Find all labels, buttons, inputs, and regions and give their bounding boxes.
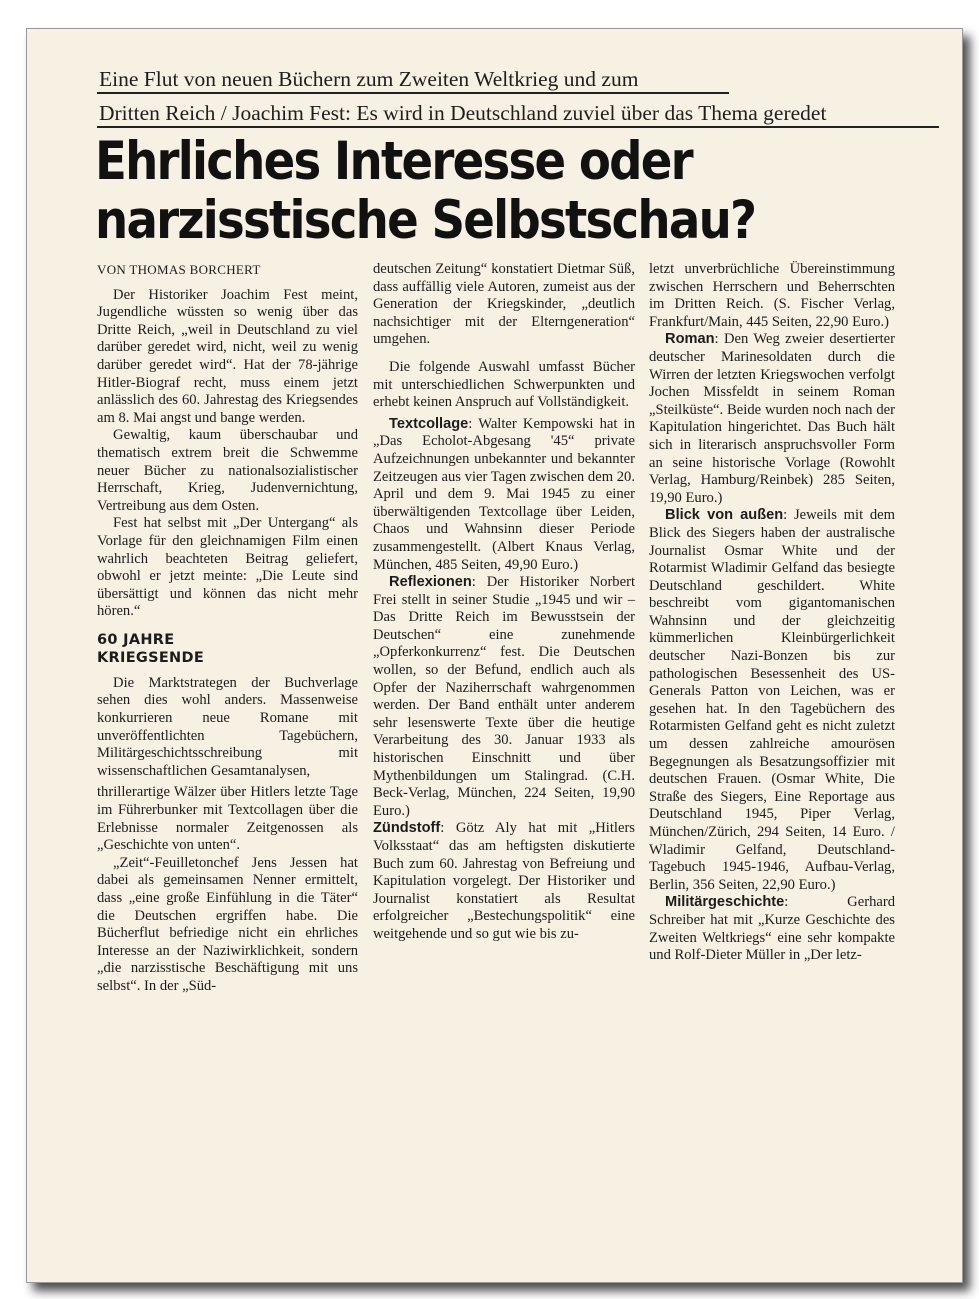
paragraph-text: : Götz Aly hat mit „Hitlers Volksstaat“ das am heftigsten diskutierte Buch zum 60. Jahrestag von Befreiung und Kapitulation vorgelegt. Der Historiker und Journalist konstatiert als Resultat erfolgreicher „Bestechungspolitik“ eine weitgehende und so gut wie bis zu- bbox=[373, 820, 635, 942]
paragraph bbox=[373, 574, 635, 820]
paragraph bbox=[373, 416, 635, 574]
paragraph bbox=[649, 507, 895, 894]
keyword: Zündstoff bbox=[373, 820, 441, 837]
newspaper-clipping bbox=[26, 28, 963, 1283]
paragraph: Fest hat selbst mit „Der Untergang“ als Vorlage für den gleichnamigen Film einen wahrlich beachteten Beitrag geliefert, obwohl er jetzt meinte: „Die Leute sind übersättigt und können das nicht mehr hören.“ bbox=[97, 515, 358, 620]
paragraph: Die Marktstrategen der Buchverlage sehen dies wohl anders. Massenweise konkurrieren neue Romane mit unveröffentlichten Tagebüchern, Militärgeschichtsschreibung mit wissenschaftlichen Gesamtanalysen, bbox=[97, 674, 358, 779]
paragraph-text: : Den Weg zweier desertierter deutscher Marinesoldaten durch die Wirren der letzten Kriegswochen verfolgt Jochen Missfeldt in seinem Roman „Steilküste“. Beide wurden noch nach der Kapitulation hingerichtet. Das Buch hält sich in literarisch anspruchsvoller Form an seine historische Vorlage (Rowohlt Verlag, Hamburg/Reinbek) 285 Seiten, 19,90 Euro.) bbox=[649, 331, 895, 506]
keyword: Militärgeschichte bbox=[665, 894, 785, 911]
paragraph-text: : Der Historiker Norbert Frei stellt in seiner Studie „1945 und wir – Das Dritte Reich im Bewusstsein der Deutschen“ eine zunehmende „Opferkonkurrenz“ fest. Die Deutschen wollen, so der Befund, endlich auch als Opfer der Naziherrschaft wahrgenommen werden. Der Band enthält unter anderem sehr lesenswerte Texte über die heutige Verarbeitung des 30. Januar 1933 als historischen Einschnitt und über Mythenbildungen um Stalingrad. (C.H. Beck-Verlag, München, 224 Seiten, 19,90 Euro.) bbox=[373, 574, 635, 819]
paragraph: „Zeit“-Feuilletonchef Jens Jessen hat dabei als gemeinsamen Nenner ermittelt, dass „eine große Einfühlung in die Täter“ die Deutschen ergriffen habe. Die Bücherflut befriedige nicht ein ehrliches Interesse an der Naziwirklichkeit, sondern „die narzisstische Beschäftigung mit uns selbst“. In der „Süd- bbox=[97, 854, 358, 994]
paragraph: deutschen Zeitung“ konstatiert Dietmar Süß, dass auffällig viele Autoren, zumeist aus der Generation der Kriegskinder, „deutlich nachsichtiger mit der Elterngeneration“ umgehen. bbox=[373, 261, 635, 348]
paragraph: Der Historiker Joachim Fest meint, Jugendliche wüssten so wenig über das Dritte Reich, „weil in Deutschland zu viel darüber geredet wird, nicht, weil zu wenig darüber geredet wird“. Hat der 78-jährige Hitler-Biograf recht, muss einem jetzt anlässlich des 60. Jahrestag des Kriegsendes am 8. Mai angst und bange werden. bbox=[97, 286, 358, 426]
paragraph bbox=[649, 894, 895, 964]
headline-line-2: narzisstische Selbstschau? bbox=[95, 190, 756, 251]
column-3 bbox=[649, 261, 895, 965]
kicker-underline-2 bbox=[97, 126, 939, 128]
paragraph: Gewaltig, kaum überschaubar und thematisch extrem breit die Schwemme neuer Bücher zu nationalsozialistischer Herrschaft, Krieg, Judenvernichtung, Vertreibung aus dem Osten. bbox=[97, 427, 358, 514]
keyword: Blick von außen bbox=[665, 507, 784, 524]
paragraph: Die folgende Auswahl umfasst Bücher mit unterschiedlichen Schwerpunkten und erhebt keinen Anspruch auf Vollständigkeit. bbox=[373, 358, 635, 411]
headline-line-1: Ehrliches Interesse oder bbox=[95, 131, 692, 192]
paragraph: thrillerartige Wälzer über Hitlers letzte Tage im Führerbunker mit Textcollagen über die Erlebnisse normaler Zeitgenossen als „Geschichte von unten“. bbox=[97, 784, 358, 854]
keyword: Roman bbox=[665, 331, 715, 348]
paragraph-text: : Jeweils mit dem Blick des Siegers haben der australische Journalist Osmar White und der Rotarmist Wladimir Gelfand das besiegte Deutschland geschildert. White beschreibt vom gigantomanischen Wahnsinn und der gleichzeitig kümmerlichen Kleinbürgerlichkeit deutscher Nazi-Bonzen bis zur pathologischen Besessenheit des US-Generals Patton von Leichen, was er gesehen hat. In den Tagebüchern des Rotarmisten Gelfand geht es nicht zuletzt um dessen zahlreiche amourösen Begegnungen als Besatzungsoffizier mit deutschen Frauen. (Osmar White, Die Straße des Siegers, Eine Reportage aus Deutschland 1945, Piper Verlag, München/Zürich, 294 Seiten, 14 Euro. / Wladimir Gelfand, Deutschland-Tagebuch 1945-1946, Aufbau-Verlag, Berlin, 356 Seiten, 22,90 Euro.) bbox=[649, 507, 895, 893]
byline: VON THOMAS BORCHERT bbox=[97, 262, 261, 277]
subheading bbox=[97, 631, 358, 667]
subheading-line-1: 60 JAHRE bbox=[97, 631, 175, 648]
paragraph-text: : Gerhard Schreiber hat mit „Kurze Geschichte des Zweiten Weltkriegs“ eine sehr kompakte und Rolf-Dieter Müller in „Der letz- bbox=[649, 894, 895, 964]
keyword: Reflexionen bbox=[389, 574, 472, 591]
kicker-line-2: Dritten Reich / Joachim Fest: Es wird in Deutschland zuviel über das Thema geredet bbox=[99, 101, 827, 125]
paragraph bbox=[649, 331, 895, 507]
column-2 bbox=[373, 261, 635, 944]
paragraph bbox=[373, 820, 635, 943]
subheading-line-2: KRIEGSENDE bbox=[97, 649, 205, 666]
column-1 bbox=[97, 261, 358, 996]
paragraph: letzt unverbrüchliche Übereinstimmung zwischen Herrschern und Beherrschten im Dritten Reich. (S. Fischer Verlag, Frankfurt/Main, 445 Seiten, 22,90 Euro.) bbox=[649, 261, 895, 330]
kicker-line-1: Eine Flut von neuen Büchern zum Zweiten Weltkrieg und zum bbox=[99, 67, 639, 91]
paragraph-text: : Walter Kempowski hat in „Das Echolot-Abgesang '45“ private Aufzeichnungen unbekannter und bekannter Zeitzeugen aus vier Tagen zwischen dem 20. April und dem 9. Mai 1945 zu einer überwältigenden Textcollage über Leiden, Chaos und Wahnsinn dieser Periode zusammengestellt. (Albert Knaus Verlag, München, 485 Seiten, 49,90 Euro.) bbox=[373, 415, 635, 573]
keyword: Textcollage bbox=[389, 415, 469, 432]
kicker-underline-1 bbox=[97, 92, 729, 94]
